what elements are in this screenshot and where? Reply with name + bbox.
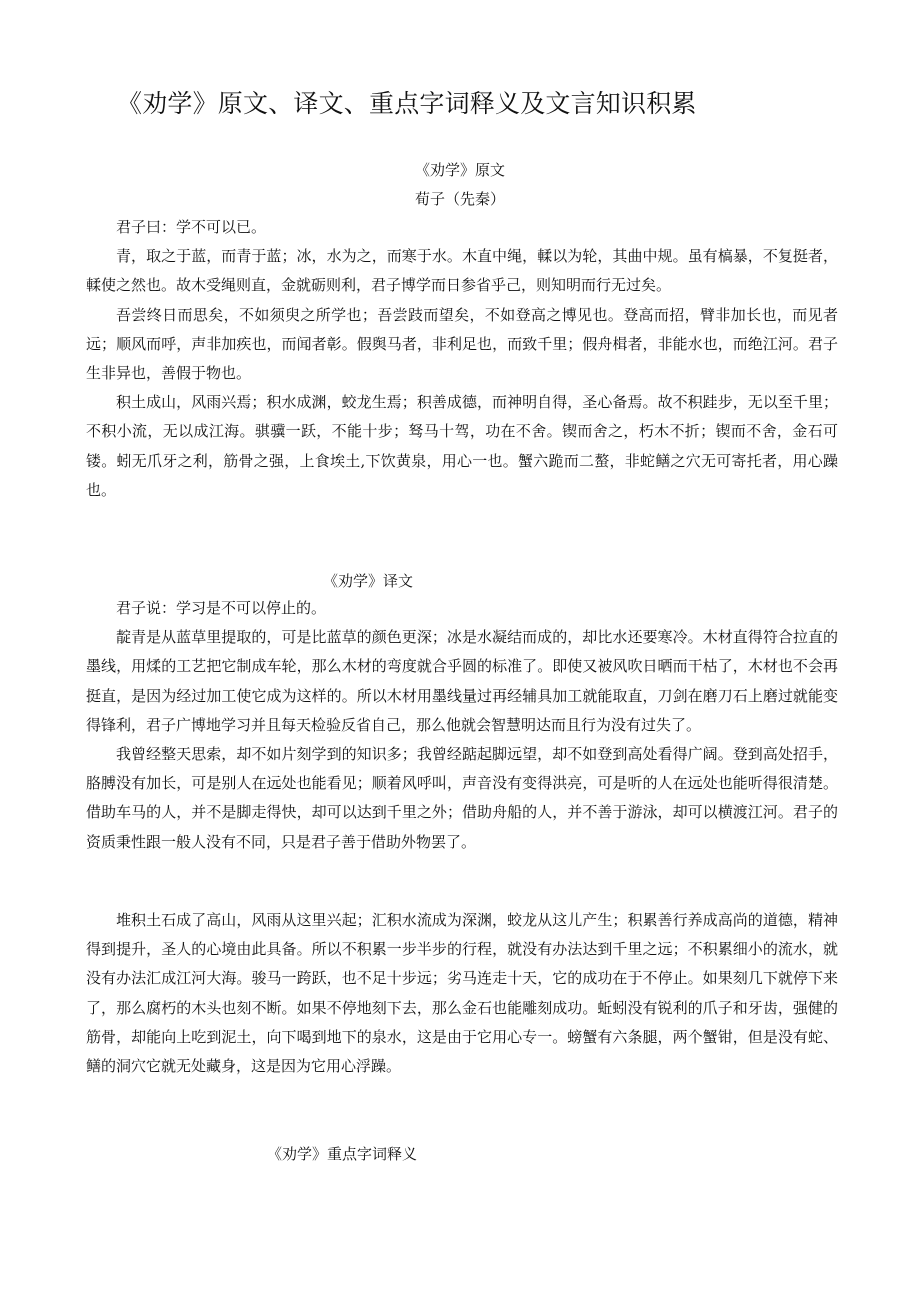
original-paragraph: 君子曰：学不可以已。 <box>116 218 267 236</box>
original-heading: 《劝学》原文 <box>414 161 505 179</box>
glossary-heading: 《劝学》重点字词释义 <box>267 1145 418 1163</box>
translation-heading: 《劝学》译文 <box>323 572 414 590</box>
original-paragraph: 青，取之于蓝，而青于蓝；冰，水为之，而寒于水。木直中绳，輮以为轮，其曲中规。虽有槁暴，不复挺者，輮使之然也。故木受绳则直，金就砺则利，君子博学而日参省乎己，则知明而行无过矣。 <box>86 247 838 295</box>
original-paragraph: 吾尝终日而思矣，不如须臾之所学也；吾尝跂而望矣，不如登高之博见也。登高而招，臂非加长也，而见者远；顺风而呼，声非加疾也，而闻者彰。假舆马者，非利足也，而致千里；假舟楫者，非能水也，而绝江河。君子生非异也，善假于物也。 <box>86 305 838 383</box>
translation-text <box>86 594 838 857</box>
original-author: 荀子（先秦） <box>414 190 505 208</box>
translation-paragraph: 堆积土石成了高山，风雨从这里兴起；汇积水流成为深渊，蛟龙从这儿产生；积累善行养成高尚的道德，精神得到提升，圣人的心境由此具备。所以不积累一步半步的行程，就没有办法达到千里之远；不积累细小的流水，就没有办法汇成江河大海。骏马一跨跃，也不足十步远；劣马连走十天，它的成功在于不停止。如果刻几下就停下来了，那么腐朽的木头也刻不断。如果不停地刻下去，那么金石也能雕刻成功。蚯蚓没有锐利的爪子和牙齿，强健的筋骨，却能向上吃到泥土，向下喝到地下的泉水，这是由于它用心专一。螃蟹有六条腿，两个蟹钳，但是没有蛇、鳝的洞穴它就无处藏身，这是因为它用心浮躁。 <box>86 911 838 1076</box>
translation-paragraph: 君子说：学习是不可以停止的。 <box>116 599 327 617</box>
document-title: 《劝学》原文、译文、重点字词释义及文言知识积累 <box>117 89 697 118</box>
original-paragraph: 积土成山，风雨兴焉；积水成渊，蛟龙生焉；积善成德，而神明自得，圣心备焉。故不积跬步，无以至千里；不积小流，无以成江海。骐骥一跃，不能十步；驽马十驾，功在不舍。锲而舍之，朽木不折；锲而不舍，金石可镂。蚓无爪牙之利，筋骨之强，上食埃土,下饮黄泉，用心一也。蟹六跪而二螯，非蛇鳝之穴无可寄托者，用心躁也。 <box>86 393 838 499</box>
original-text <box>86 213 838 505</box>
translation-text-continued <box>86 906 838 1081</box>
translation-paragraph: 靛青是从蓝草里提取的，可是比蓝草的颜色更深；冰是水凝结而成的，却比水还要寒冷。木材直得符合拉直的墨线，用煣的工艺把它制成车轮，那么木材的弯度就合乎圆的标准了。即使又被风吹日晒而干枯了，木材也不会再挺直，是因为经过加工使它成为这样的。所以木材用墨线量过再经辅具加工就能取直，刀剑在磨刀石上磨过就能变得锋利，君子广博地学习并且每天检验反省自己，那么他就会智慧明达而且行为没有过失了。 <box>86 628 838 734</box>
translation-paragraph: 我曾经整天思索，却不如片刻学到的知识多；我曾经踮起脚远望，却不如登到高处看得广阔。登到高处招手，胳膊没有加长，可是别人在远处也能看见；顺着风呼叫，声音没有变得洪亮，可是听的人在远处也能听得很清楚。借助车马的人，并不是脚走得快，却可以达到千里之外；借助舟船的人，并不善于游泳，却可以横渡江河。君子的资质秉性跟一般人没有不同，只是君子善于借助外物罢了。 <box>86 745 838 851</box>
